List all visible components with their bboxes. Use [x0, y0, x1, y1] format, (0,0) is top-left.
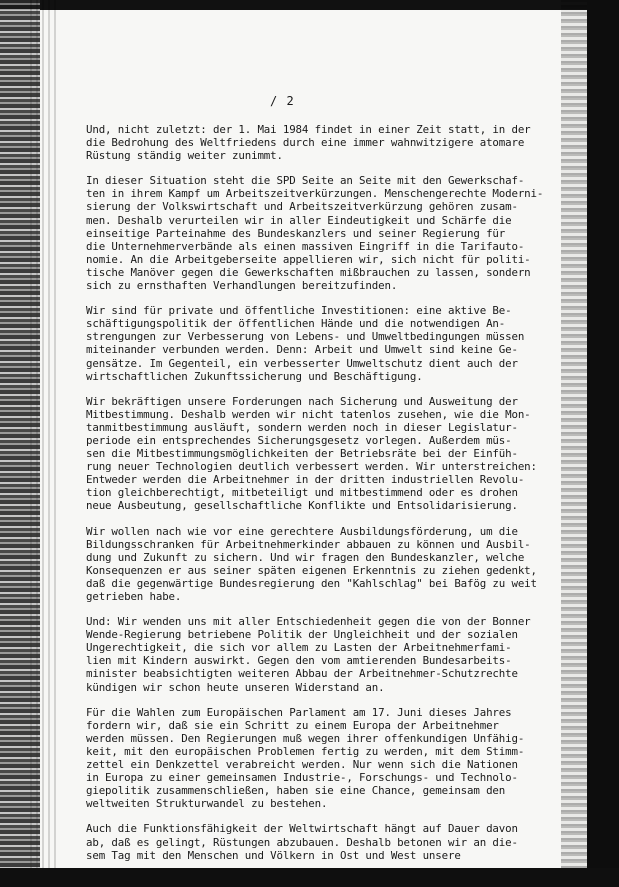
paragraph: [86, 304, 586, 383]
text-line: sierung der Volkswirtschaft und Arbeitszeitverkürzung gehören zusam-: [86, 200, 518, 214]
text-line: Und: Wir wenden uns mit aller Entschiedenheit gegen die von der Bonner: [86, 615, 531, 629]
text-line: Wir wollen nach wie vor eine gerechtere Ausbildungsförderung, um die: [86, 524, 518, 538]
text-line: Entweder werden die Arbeitnehmer in der dritten industriellen Revolu-: [86, 473, 525, 487]
text-line: Mitbestimmung. Deshalb werden wir nicht tatenlos zusehen, wie die Mon-: [86, 407, 531, 421]
scan-shadow-left: [0, 0, 40, 887]
paragraph: [86, 615, 586, 694]
text-line: sich zu ernsthaften Verhandlungen bereitzufinden.: [86, 279, 398, 293]
text-line: lien mit Kindern auswirkt. Gegen den vom amtierenden Bundesarbeits-: [86, 654, 512, 668]
text-line: Bildungsschranken für Arbeitnehmerkinder abbauen zu können und Ausbil-: [86, 537, 531, 551]
text-line: Auch die Funktionsfähigkeit der Weltwirtschaft hängt auf Dauer davon: [86, 822, 518, 836]
text-line: neue Ausbeutung, gesellschaftliche Konflikte und Entsolidarisierung.: [86, 499, 518, 513]
text-line: getrieben habe.: [86, 590, 182, 603]
text-line: die Unternehmerverbände als einen massiven Eingriff in die Tarifauto-: [86, 239, 525, 253]
text-line: strengungen zur Verbesserung von Lebens- und Umweltbedingungen müssen: [86, 330, 525, 344]
text-line: Rüstung ständig weiter zunimmt.: [86, 149, 283, 163]
paragraph: [86, 123, 586, 162]
text-line: Für die Wahlen zum Europäischen Parlament am 17. Juni dieses Jahres: [86, 705, 512, 719]
text-line: dung und Zukunft zu sichern. Und wir fragen den Bundeskanzler, welche: [86, 550, 525, 564]
text-line: tion gleichberechtigt, mitbeteiligt und mitbestimmend oder es drohen: [86, 486, 518, 500]
text-line: ten in ihrem Kampf um Arbeitszeitverkürzungen. Menschengerechte Moderni-: [86, 187, 544, 201]
text-line: kündigen wir schon heute unseren Widerstand an.: [86, 680, 385, 694]
text-line: Ungerechtigkeit, die sich vor allem zu Lasten der Arbeitnehmerfami-: [86, 641, 512, 655]
paragraph: [86, 706, 586, 811]
page-number: / 2: [270, 94, 295, 108]
paragraph: [86, 822, 586, 861]
text-line: daß die gegenwärtige Bundesregierung den "Kahlschlag" bei Bafög zu weit: [86, 576, 537, 590]
text-line: In dieser Situation steht die SPD Seite an Seite mit den Gewerkschaf-: [86, 174, 525, 188]
paragraph: [86, 395, 586, 513]
text-line: keit, mit den europäischen Problemen fertig zu werden, mit dem Stimm-: [86, 744, 525, 758]
text-line: fordern wir, daß sie ein Schritt zu einem Europa der Arbeitnehmer: [86, 718, 499, 732]
text-line: weltweiten Strukturwandel zu bestehen.: [86, 797, 328, 811]
text-line: Und, nicht zuletzt: der 1. Mai 1984 findet in einer Zeit statt, in der: [86, 123, 531, 136]
text-line: Wir bekräftigen unsere Forderungen nach Sicherung und Ausweitung der: [86, 394, 518, 408]
text-line: werden müssen. Den Regierungen muß wegen ihrer offenkundigen Unfähig-: [86, 731, 525, 745]
text-line: einseitige Parteinahme des Bundeskanzlers und seiner Regierung für: [86, 226, 506, 240]
text-line: gensätze. Im Gegenteil, ein verbesserter Umweltschutz dient auch der: [86, 356, 518, 370]
text-line: miteinander verbunden werden. Denn: Arbeit und Umwelt sind keine Ge-: [86, 343, 518, 357]
text-line: ab, daß es gelingt, Rüstungen abzubauen. Deshalb betonen wir an die-: [86, 835, 518, 849]
scan-border-right: [587, 0, 619, 887]
text-line: sem Tag mit den Menschen und Völkern in Ost und West unsere: [86, 848, 461, 862]
text-line: wirtschaftlichen Zukunftssicherung und Beschäftigung.: [86, 369, 423, 383]
text-line: giepolitik zusammenschließen, haben sie eine Chance, gemeinsam den: [86, 784, 506, 798]
scan-border-top: [0, 0, 619, 10]
text-line: schäftigungspolitik der öffentlichen Hände und die notwendigen An-: [86, 317, 506, 331]
text-line: nomie. An die Arbeitgeberseite appellieren wir, sich nicht für politi-: [86, 252, 531, 266]
text-line: zettel ein Denkzettel verabreicht werden. Nur wenn sich die Nationen: [86, 758, 518, 772]
text-line: men. Deshalb verurteilen wir in aller Eindeutigkeit und Schärfe die: [86, 213, 512, 227]
text-line: in Europa zu einer gemeinsamen Industrie-, Forschungs- und Technolo-: [86, 771, 518, 785]
text-line: die Bedrohung des Weltfriedens durch eine immer wahnwitzigere atomare: [86, 136, 525, 150]
paragraph: [86, 174, 586, 292]
text-line: Wende-Regierung betriebene Politik der Ungleichheit und der sozialen: [86, 628, 518, 642]
text-line: Wir sind für private und öffentliche Investitionen: eine aktive Be-: [86, 304, 512, 318]
paragraph: [86, 525, 586, 604]
text-line: sen die Mitbestimmungsmöglichkeiten der Betriebsräte bei der Einfüh-: [86, 447, 518, 461]
text-line: tanmitbestimmung ausläuft, sondern werden noch in dieser Legislatur-: [86, 420, 518, 434]
text-line: Konsequenzen er aus seiner späten eigenen Erkenntnis zu ziehen gedenkt,: [86, 563, 537, 577]
text-line: periode ein entsprechendes Sicherungsgesetz vorlegen. Außerdem müs-: [86, 433, 512, 447]
body-text: [86, 123, 586, 874]
text-line: tische Manöver gegen die Gewerkschaften mißbrauchen zu lassen, sondern: [86, 265, 531, 279]
text-line: minister beabsichtigten weiteren Abbau der Arbeitnehmer-Schutzrechte: [86, 667, 518, 681]
text-line: rung neuer Technologien deutlich verbessert werden. Wir unterstreichen:: [86, 460, 537, 474]
